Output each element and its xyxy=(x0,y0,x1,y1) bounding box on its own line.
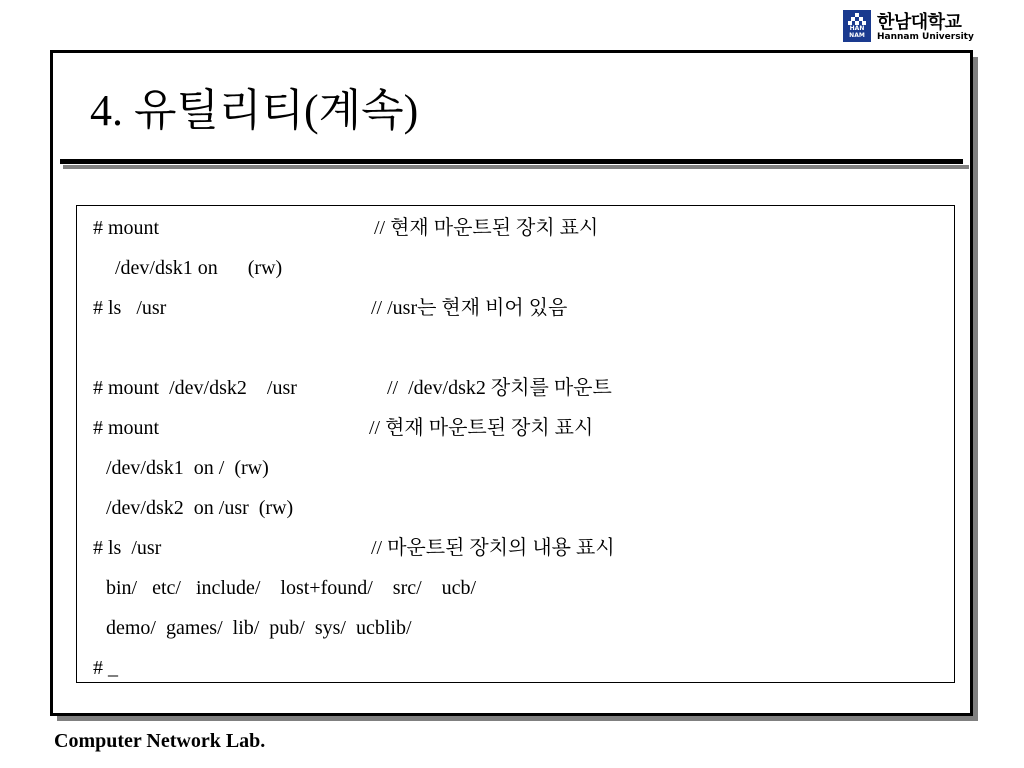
code-line-10-cmd: bin/ etc/ include/ lost+found/ src/ ucb/ xyxy=(106,577,477,599)
code-line-3-cmd: # ls /usr xyxy=(93,297,167,319)
code-line-6-comment: // 현재 마운트된 장치 표시 xyxy=(369,417,594,439)
slide-frame xyxy=(50,50,973,716)
code-line-7-cmd: /dev/dsk1 on / (rw) xyxy=(106,457,269,479)
logo-korean-name: 한남대학교 xyxy=(877,12,962,33)
title-rule xyxy=(60,159,963,164)
code-line-6-cmd: # mount xyxy=(93,417,160,439)
logo-english-name: Hannam University xyxy=(877,32,974,42)
footer-lab-name: Computer Network Lab. xyxy=(54,730,266,752)
university-emblem-icon xyxy=(843,10,871,42)
title-rule-shadow xyxy=(63,165,969,169)
code-line-5-comment: // /dev/dsk2 장치를 마운트 xyxy=(387,377,612,399)
code-line-9-comment: // 마운트된 장치의 내용 표시 xyxy=(371,537,615,559)
university-logo xyxy=(843,6,978,46)
code-line-9-cmd: # ls /usr xyxy=(93,537,162,559)
code-line-11-cmd: demo/ games/ lib/ pub/ sys/ ucblib/ xyxy=(106,617,412,639)
code-line-12-prompt: # _ xyxy=(93,657,118,679)
code-line-5-cmd: # mount /dev/dsk2 /usr xyxy=(93,377,297,399)
code-line-1-cmd: # mount xyxy=(93,217,160,239)
code-line-8-cmd: /dev/dsk2 on /usr (rw) xyxy=(106,497,294,519)
slide-title: 4. 유틸리티(계속) xyxy=(90,86,419,135)
code-line-1-comment: // 현재 마운트된 장치 표시 xyxy=(374,217,599,239)
emblem-text: HAN NAM xyxy=(849,25,865,39)
code-line-2-cmd: /dev/dsk1 on (rw) xyxy=(115,257,283,279)
code-line-3-comment: // /usr는 현재 비어 있음 xyxy=(371,297,568,319)
terminal-output-box xyxy=(76,205,955,683)
